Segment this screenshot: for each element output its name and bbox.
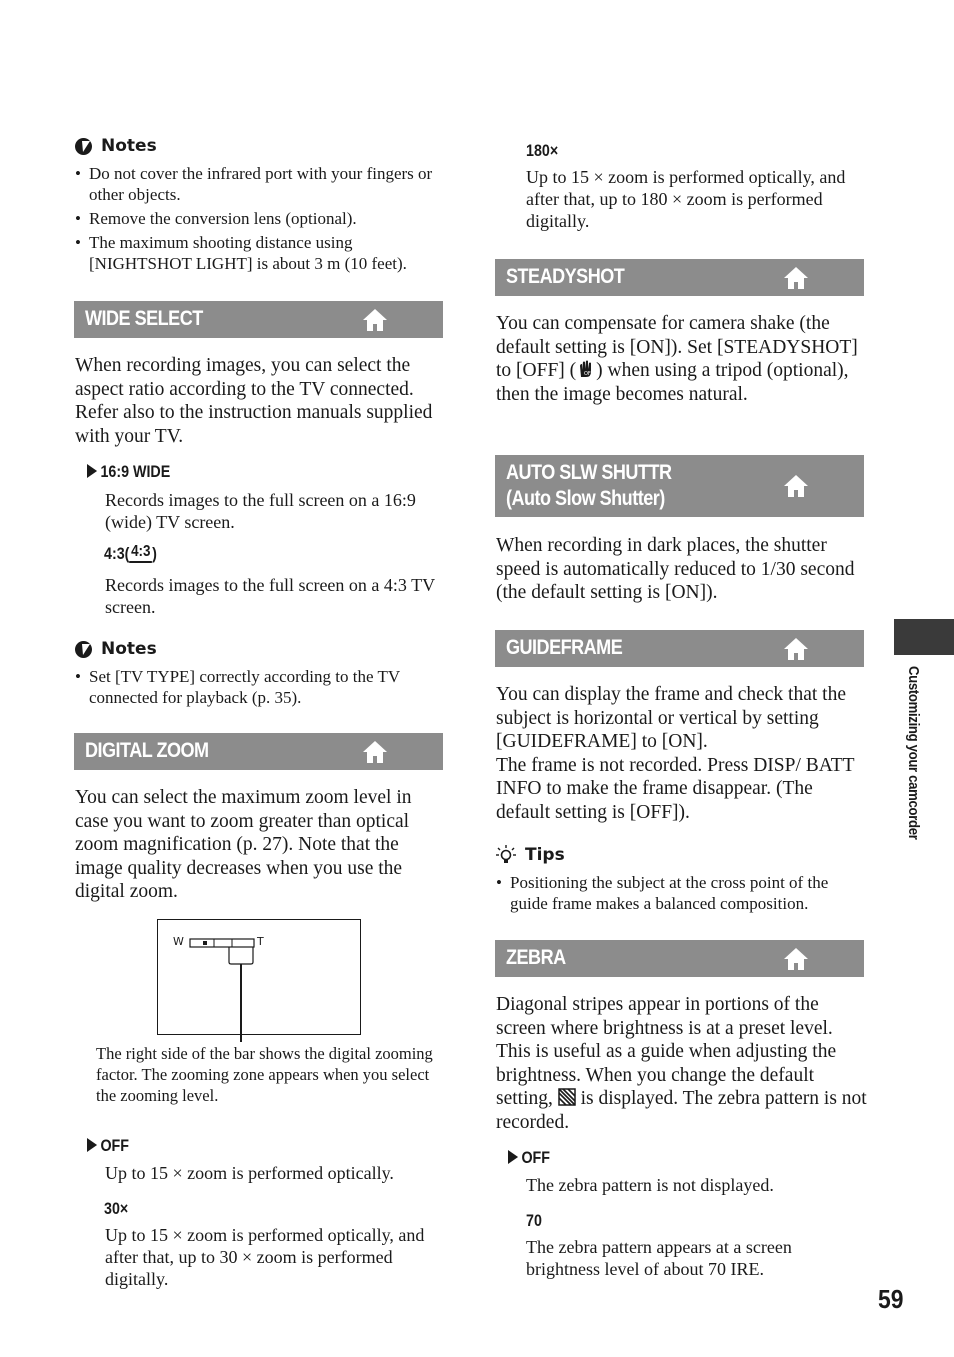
tips-heading: Tips (496, 845, 866, 865)
home-icon (783, 947, 809, 971)
callout-line (240, 964, 242, 1042)
note-item: • Set [TV TYPE] correctly according to the TV connected for playback (p. 35). (75, 666, 445, 708)
option-text: Up to 15 × zoom is performed optically, and after that, up to 180 × zoom is performed digitally. (526, 167, 846, 231)
option-text: Up to 15 × zoom is performed optically, and after that, up to 30 × zoom is performed digitally. (105, 1225, 425, 1289)
section-title: AUTO SLW SHUTTR (Auto Slow Shutter) (506, 461, 672, 510)
note-warning-icon (75, 641, 92, 658)
page-number: 59 (878, 1284, 904, 1314)
zebra-body: Diagonal stripes appear in portions of the screen where brightness is at a preset level. This is useful as a guide when adjusting the brightness. When you change the default setting, is displayed. The zebra pattern is not recorded. (496, 994, 867, 1133)
section-bar-digital-zoom (74, 733, 443, 770)
notes-heading: Notes (75, 639, 445, 659)
note-item: • Do not cover the infrared port with your fingers or other objects. (75, 163, 445, 205)
option-16-9-wide: 16:9 WIDE (87, 462, 447, 482)
section-title: WIDE SELECT (85, 307, 203, 330)
notes-block-1 (75, 136, 445, 277)
notes-heading: Notes (75, 136, 445, 156)
steadyshot-off-icon (576, 360, 596, 378)
option-180x: 180× (526, 141, 559, 160)
notes-block-2 (75, 639, 445, 711)
note-item: • The maximum shooting distance using [NIGHTSHOT LIGHT] is about 3 m (10 feet). (75, 232, 445, 274)
lightbulb-icon (496, 845, 516, 865)
zoom-w-label: W (173, 935, 184, 948)
chapter-label: Customizing your camcorder (905, 666, 922, 840)
zoom-t-label: T (257, 935, 264, 948)
home-icon (783, 474, 809, 498)
option-zebra-off: OFF (508, 1148, 558, 1168)
section-bar-guideframe (495, 630, 864, 667)
home-icon (362, 740, 388, 764)
zoom-bar-diagram (157, 919, 361, 1035)
default-marker-icon (87, 464, 97, 478)
home-icon (783, 266, 809, 290)
home-icon (362, 308, 388, 332)
option-text: Records images to the full screen on a 16:9 (wide) TV screen. (105, 490, 416, 532)
default-marker-icon (508, 1150, 518, 1164)
home-icon (783, 637, 809, 661)
zoom-bar-icon (188, 937, 268, 967)
section-bar-steadyshot (495, 259, 864, 296)
option-30x: 30× (104, 1199, 129, 1218)
section-bar-zebra (495, 940, 864, 977)
zoom-caption: The right side of the bar shows the digital zooming factor. The zooming zone appears when you select the zooming level. (96, 1044, 433, 1105)
section-bar-auto-slw-shuttr (495, 455, 864, 517)
chapter-tab (894, 619, 954, 655)
zebra-pattern-icon (558, 1088, 576, 1106)
aspect-4-3-icon: 4:3 (129, 543, 152, 563)
digital-zoom-body: You can select the maximum zoom level in case you want to zoom greater than optical zoom magnification (p. 27). Note that the image quality decreases when you use the digital zoom. (75, 787, 412, 902)
section-title: ZEBRA (506, 946, 566, 969)
section-title: DIGITAL ZOOM (85, 739, 209, 762)
tip-item: • Positioning the subject at the cross point of the guide frame makes a balanced composition. (496, 872, 866, 914)
section-bar-wide-select (74, 301, 443, 338)
option-4-3: 4:3( 4:3 ) (104, 543, 157, 563)
option-text: The zebra pattern is not displayed. (526, 1175, 774, 1195)
option-70: 70 (526, 1211, 542, 1230)
svg-text:OFF: OFF (584, 371, 594, 377)
section-title: GUIDEFRAME (506, 636, 623, 659)
auto-slw-body: When recording in dark places, the shutter speed is automatically reduced to 1/30 second (the default setting is [ON]). (496, 535, 855, 603)
section-title: STEADYSHOT (506, 265, 625, 288)
option-off: OFF (87, 1136, 137, 1156)
option-text: Up to 15 × zoom is performed optically. (105, 1163, 394, 1183)
note-warning-icon (75, 138, 92, 155)
steadyshot-body: You can compensate for camera shake (the default setting is [ON]). Set [STEADYSHOT] to [OFF] ( OFF ) when using a tripod (optional), then the image becomes natural. (496, 313, 858, 405)
wide-select-body: When recording images, you can select the aspect ratio according to the TV connected. Refer also to the instruction manuals supplied with your TV. (75, 355, 433, 447)
default-marker-icon (87, 1138, 97, 1152)
tips-block (496, 845, 866, 917)
option-text: Records images to the full screen on a 4:3 TV screen. (105, 575, 435, 617)
option-text: The zebra pattern appears at a screen brightness level of about 70 IRE. (526, 1237, 792, 1279)
note-item: • Remove the conversion lens (optional). (75, 208, 445, 229)
guideframe-body: You can display the frame and check that the subject is horizontal or vertical by setting [GUIDEFRAME] to [ON]. The frame is not recorded. Press DISP/ BATT INFO to make the frame disappear. (The default setting is [OFF]). (496, 684, 855, 823)
